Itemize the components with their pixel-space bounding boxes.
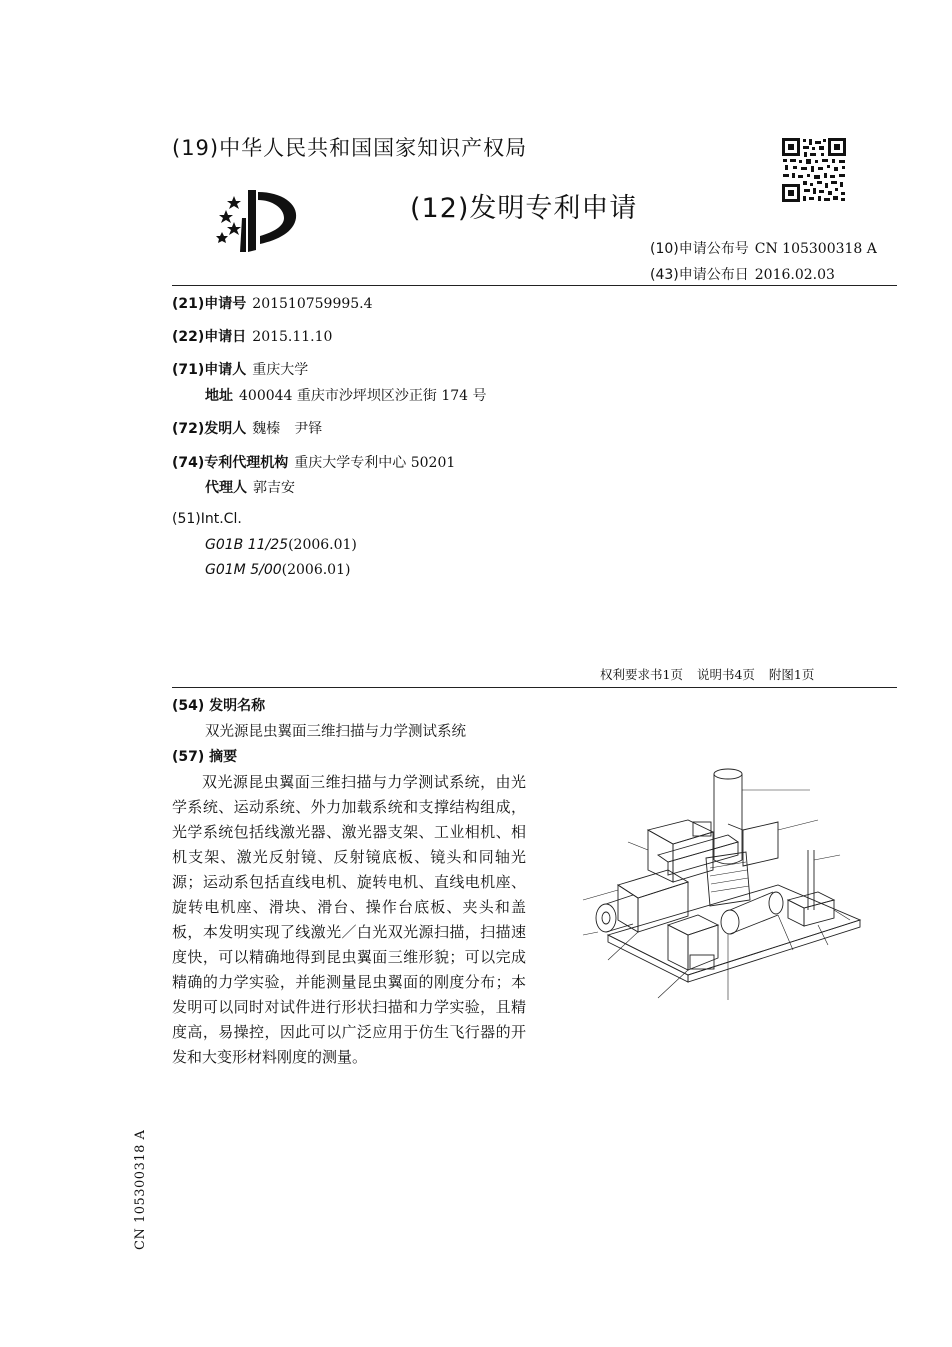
applicant: 重庆大学 [252, 362, 309, 378]
ipc-row-2 [205, 562, 350, 578]
office-name: (19)中华人民共和国国家知识产权局 [172, 136, 528, 160]
abstract-drawing [578, 760, 863, 1018]
claims-pages: 权利要求书1页 [600, 667, 683, 682]
agency-label: (74)专利代理机构 [172, 455, 289, 471]
address: 400044 重庆市沙坪坝区沙正街 174 号 [239, 388, 487, 404]
publication-date: 2016.02.03 [754, 267, 835, 283]
ipc-code-2: G01M 5/00 [205, 562, 282, 578]
applicant-label: (71)申请人 [172, 362, 247, 378]
header-divider [172, 285, 897, 286]
ipc-code-1: G01B 11/25 [205, 537, 289, 553]
publication-number-label: (10)申请公布号 [650, 241, 749, 257]
application-number: 201510759995.4 [252, 296, 373, 312]
publication-number: CN 105300318 A [754, 241, 877, 257]
agent-row [205, 477, 295, 497]
publication-date-row [650, 264, 835, 284]
publication-date-label: (43)申请公布日 [650, 267, 749, 283]
agency-row [172, 452, 455, 472]
drawings-pages: 附图1页 [768, 667, 815, 682]
inventor-row [172, 418, 322, 438]
title-label: (54) 发明名称 [172, 698, 266, 714]
document-type: (12)发明专利申请 [410, 193, 638, 224]
application-number-row [172, 293, 373, 313]
invention-title: 双光源昆虫翼面三维扫描与力学测试系统 [205, 724, 466, 740]
publication-number-row [650, 238, 877, 258]
description-pages: 说明书4页 [696, 667, 755, 682]
intcl-label: (51)Int.Cl. [172, 511, 242, 527]
application-date-row [172, 326, 332, 346]
cnipa-emblem-icon [212, 188, 302, 256]
title-label-row [172, 695, 265, 715]
address-row [205, 385, 487, 405]
pages-divider [172, 687, 897, 688]
inventor-label: (72)发明人 [172, 421, 247, 437]
abstract-label-row [172, 746, 237, 766]
agent-label: 代理人 [205, 480, 247, 496]
ipc-row-1 [205, 537, 357, 553]
address-label: 地址 [205, 388, 233, 404]
page-counts [600, 665, 828, 683]
side-publication-number: CN 105300318 A [133, 1129, 148, 1250]
application-date: 2015.11.10 [252, 329, 333, 345]
qr-code-icon [781, 137, 847, 203]
ipc-version-2: (2006.01) [281, 562, 351, 578]
ipc-version-1: (2006.01) [288, 537, 357, 553]
intcl-row [172, 511, 242, 527]
inventor: 魏榛 尹铎 [252, 421, 323, 437]
application-date-label: (22)申请日 [172, 329, 247, 345]
agency: 重庆大学专利中心 50201 [294, 455, 456, 471]
applicant-row [172, 359, 308, 379]
application-number-label: (21)申请号 [172, 296, 247, 312]
abstract-text: 双光源昆虫翼面三维扫描与力学测试系统，由光学系统、运动系统、外力加载系统和支撑结构组成，光学系统包括线激光器、激光器支架、工业相机、相机支架、激光反射镜、反射镜底板、镜头和同轴光源；运动系包括直线电机、旋转电机、直线电机座、旋转电机座、滑块、滑台、操作台底板、夹头和盖板，本发明实现了线激光／白光双光源扫描，扫描速度快，可以精确地得到昆虫翼面三维形貌；可以完成精确的力学实验，并能测量昆虫翼面的刚度分布；本发明可以同时对试件进行形状扫描和力学实验，且精度高，易操控，因此可以广泛应用于仿生飞行器的开发和大变形材料刚度的测量。 [172, 773, 526, 1066]
abstract-label: (57) 摘要 [172, 749, 238, 765]
agent: 郭吉安 [253, 480, 295, 496]
